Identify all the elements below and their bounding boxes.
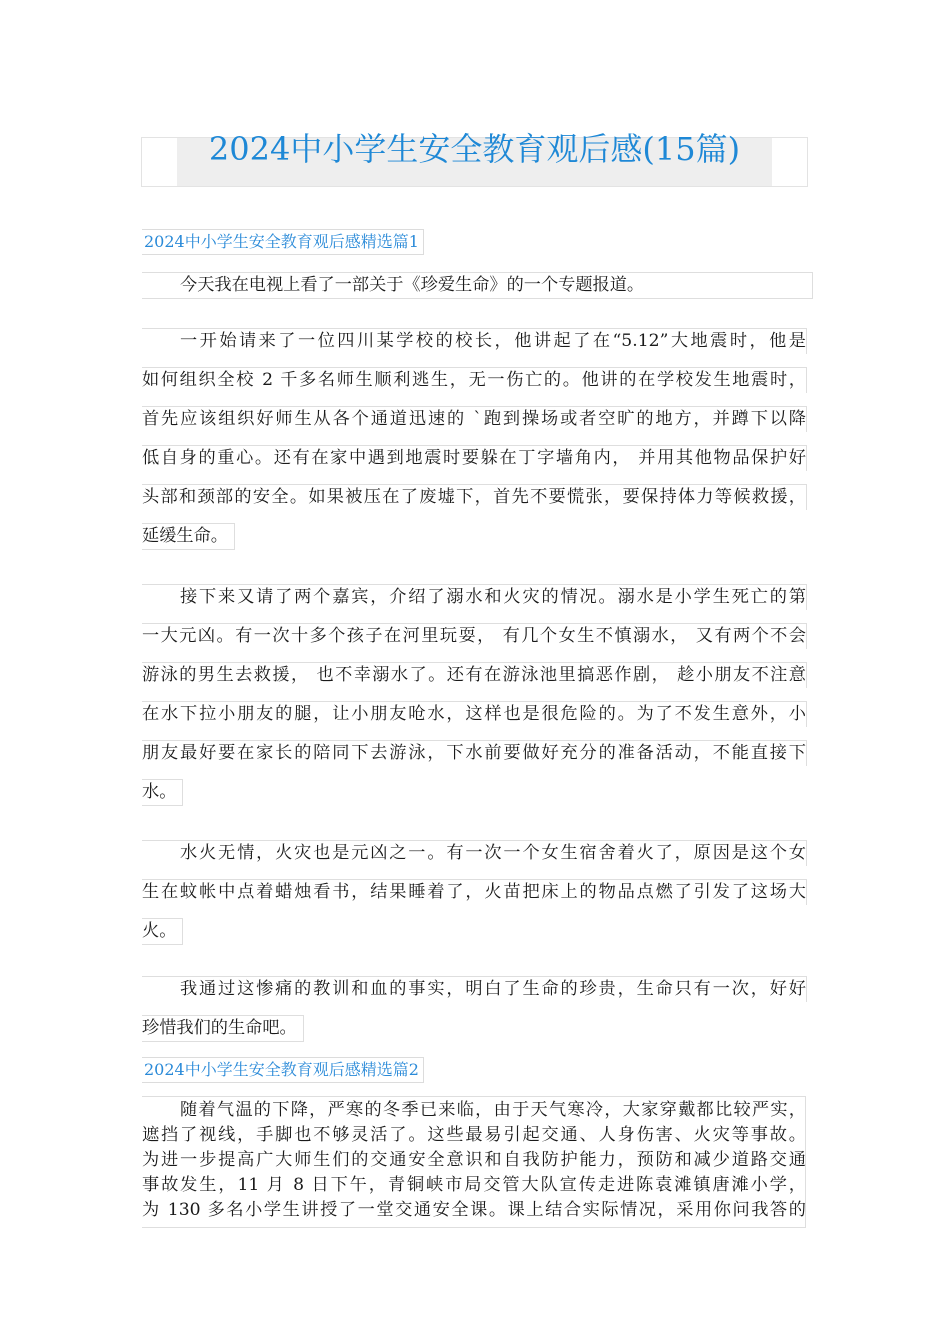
paragraph-2-line-3: 首先应该组织好师生从各个通道迅速的 `跑到操场或者空旷的地方，并蹲下以降 bbox=[142, 406, 807, 432]
section-2-line-4: 事故发生，11 月 8 日下午，青铜峡市局交管大队宣传走进陈袁滩镇唐滩小学， bbox=[142, 1175, 806, 1195]
paragraph-1-line-1: 今天我在电视上看了一部关于《珍爱生命》的一个专题报道。 bbox=[142, 272, 813, 299]
section-2-line-5: 为 130 多名小学生讲授了一堂交通安全课。课上结合实际情况，采用你问我答的 bbox=[142, 1200, 806, 1220]
paragraph-2-line-4: 低自身的重心。还有在家中遇到地震时要躲在丁字墙角内， 并用其他物品保护好 bbox=[142, 445, 807, 471]
paragraph-3-line-2: 一大元凶。有一次十多个孩子在河里玩耍， 有几个女生不慎溺水， 又有两个不会 bbox=[142, 623, 807, 649]
paragraph-3-line-1: 接下来又请了两个嘉宾，介绍了溺水和火灾的情况。溺水是小学生死亡的第 bbox=[142, 584, 807, 610]
section-2-line-2: 遮挡了视线，手脚也不够灵活了。这些最易引起交通、人身伤害、火灾等事故。 bbox=[142, 1125, 806, 1145]
section-heading-2: 2024中小学生安全教育观后感精选篇2 bbox=[142, 1057, 424, 1083]
paragraph-5-line-2: 珍惜我们的生命吧。 bbox=[142, 1015, 304, 1042]
section-heading-1: 2024中小学生安全教育观后感精选篇1 bbox=[142, 229, 424, 255]
paragraph-3-line-3: 游泳的男生去救援， 也不幸溺水了。还有在游泳池里搞恶作剧， 趁小朋友不注意 bbox=[142, 662, 807, 688]
paragraph-2-line-1: 一开始请来了一位四川某学校的校长，他讲起了在“5.12”大地震时，他是 bbox=[142, 328, 807, 354]
paragraph-2-line-5: 头部和颈部的安全。如果被压在了废墟下，首先不要慌张，要保持体力等候救援， bbox=[142, 484, 807, 510]
paragraph-3-line-6: 水。 bbox=[142, 779, 183, 806]
paragraph-3-line-4: 在水下拉小朋友的腿，让小朋友呛水，这样也是很危险的。为了不发生意外，小 bbox=[142, 701, 807, 727]
paragraph-4-line-3: 火。 bbox=[142, 918, 183, 945]
section-2-line-1: 随着气温的下降，严寒的冬季已来临，由于天气寒冷，大家穿戴都比较严实， bbox=[180, 1100, 806, 1120]
section-2-line-3: 为进一步提高广大师生们的交通安全意识和自我防护能力，预防和减少道路交通 bbox=[142, 1150, 806, 1170]
document-title: 2024中小学生安全教育观后感(15篇) bbox=[208, 130, 741, 168]
paragraph-4-line-2: 生在蚊帐中点着蜡烛看书，结果睡着了，火苗把床上的物品点燃了引发了这场大 bbox=[142, 879, 807, 905]
paragraph-5-line-1: 我通过这惨痛的教训和血的事实，明白了生命的珍贵，生命只有一次，好好 bbox=[142, 976, 807, 1002]
paragraph-2-line-2: 如何组织全校 2 千多名师生顺利逃生，无一伤亡的。他讲的在学校发生地震时， bbox=[142, 367, 807, 393]
paragraph-4-line-1: 水火无情，火灾也是元凶之一。有一次一个女生宿舍着火了，原因是这个女 bbox=[142, 840, 807, 866]
paragraph-3-line-5: 朋友最好要在家长的陪同下去游泳，下水前要做好充分的准备活动，不能直接下 bbox=[142, 740, 807, 766]
paragraph-2-line-6: 延缓生命。 bbox=[142, 523, 235, 550]
